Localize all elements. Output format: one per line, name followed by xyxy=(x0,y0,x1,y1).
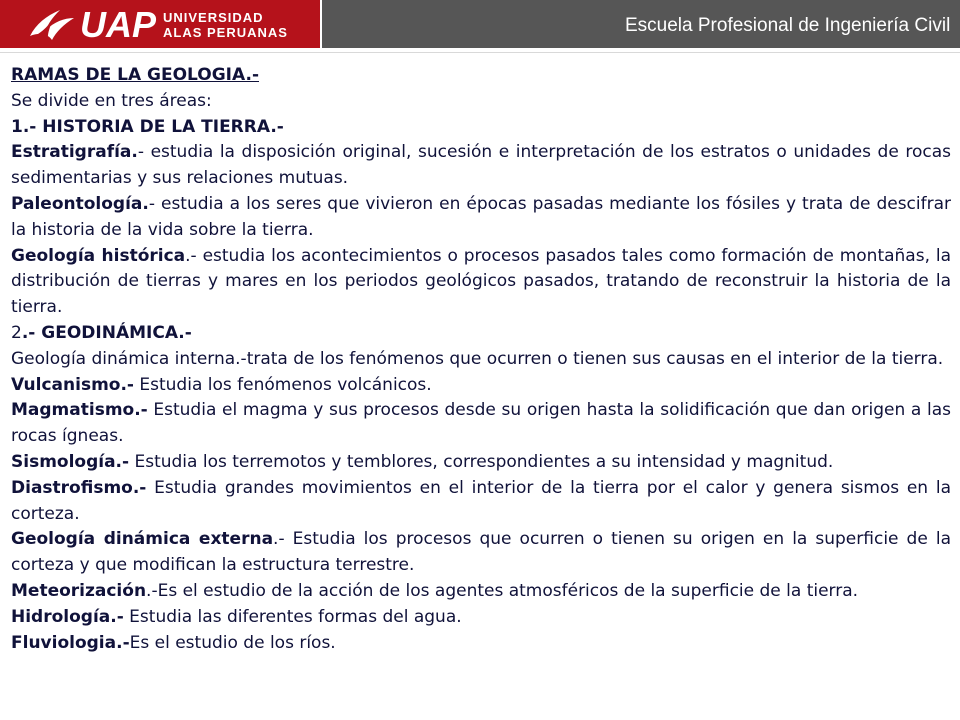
paragraph-estratigrafia xyxy=(11,140,951,192)
paragraph-geodinamica-interna: Geología dinámica interna.-trata de los fenómenos que ocurren o tienen sus causas en el interior de la tierra. xyxy=(11,348,944,369)
term-diastrofismo: Diastrofismo.- xyxy=(11,477,147,498)
term-geologia-historica: Geología histórica xyxy=(11,245,186,266)
term-estratigrafia: Estratigrafía. xyxy=(11,142,138,163)
term-geodinamica-externa: Geología dinámica externa xyxy=(11,529,274,550)
flame-emblem-icon xyxy=(26,6,78,42)
text-meteorizacion: .-Es el estudio de la acción de los agentes atmosféricos de la superficie de la tierra. xyxy=(146,580,859,601)
header-divider xyxy=(0,48,960,53)
section-1-heading xyxy=(11,115,951,141)
header xyxy=(0,0,960,52)
section-2-text: .- GEODINÁMICA.- xyxy=(21,322,192,343)
paragraph-meteorizacion xyxy=(11,579,951,605)
paragraph-hidrologia xyxy=(11,605,951,631)
text-geodinamica-externa: .- Estudia los procesos que ocurren o tienen su origen en la superficie de la corteza y que modifican la estructura terrestre. xyxy=(11,529,951,576)
text-vulcanismo: Estudia los fenómenos volcánicos. xyxy=(133,374,432,395)
text-sismologia: Estudia los terremotos y temblores, correspondientes a su intensidad y magnitud. xyxy=(129,451,834,472)
term-sismologia: Sismología.- xyxy=(11,451,130,472)
section-2-heading xyxy=(11,321,951,347)
section-2-number: 2 xyxy=(11,322,22,343)
text-fluviologia: Es el estudio de los ríos. xyxy=(129,632,336,653)
term-magmatismo: Magmatismo.- xyxy=(11,400,148,421)
text-magmatismo: Estudia el magma y sus procesos desde su origen hasta la solidificación que dan origen a las rocas ígneas. xyxy=(11,400,951,447)
logo-text: UAP xyxy=(80,4,157,45)
term-meteorizacion: Meteorización xyxy=(11,580,147,601)
term-hidrologia: Hidrología.- xyxy=(11,606,124,627)
text-hidrologia: Estudia las diferentes formas del agua. xyxy=(123,606,462,627)
document-body xyxy=(11,63,951,656)
paragraph-paleontologia xyxy=(11,192,951,244)
intro: Se divide en tres áreas: xyxy=(11,90,212,111)
logo-sub-line-1: UNIVERSIDAD xyxy=(163,10,264,25)
term-vulcanismo: Vulcanismo.- xyxy=(11,374,134,395)
logo-subtitle xyxy=(163,10,288,40)
text-estratigrafia: - estudia la disposición original, sucesión e interpretación de los estratos o unidades de rocas sedimentarias y sus relaciones mutuas. xyxy=(11,142,951,189)
university-logo[interactable] xyxy=(0,0,320,48)
text-paleontologia: - estudia a los seres que vivieron en épocas pasadas mediante los fósiles y trata de descifrar la historia de la vida sobre la tierra. xyxy=(11,193,951,240)
section-1-text: 1.- HISTORIA DE LA TIERRA.- xyxy=(11,116,284,137)
paragraph-sismologia xyxy=(11,450,951,476)
paragraph-magmatismo xyxy=(11,398,951,450)
paragraph-vulcanismo xyxy=(11,373,951,399)
term-fluviologia: Fluviologia.- xyxy=(11,632,130,653)
paragraph-diastrofismo xyxy=(11,476,951,528)
text-diastrofismo: Estudia grandes movimientos en el interior de la tierra por el calor y genera sismos en la corteza. xyxy=(11,477,951,524)
paragraph-geologia-historica xyxy=(11,244,951,321)
paragraph-fluviologia xyxy=(11,631,951,657)
doc-title-text: RAMAS DE LA GEOLOGIA.- xyxy=(11,65,259,85)
logo-sub-line-2: ALAS PERUANAS xyxy=(163,25,288,40)
term-paleontologia: Paleontología. xyxy=(11,193,149,214)
paragraph-geodinamica-externa xyxy=(11,527,951,579)
school-name: Escuela Profesional de Ingeniería Civil xyxy=(625,15,951,36)
text-geologia-historica: .- estudia los acontecimientos o procesos pasados tales como formación de montañas, la distribución de tierras y mares en los periodos geológicos pasados, tratando de reconstruir la historia de la tierra. xyxy=(11,245,952,318)
doc-title xyxy=(11,63,951,89)
